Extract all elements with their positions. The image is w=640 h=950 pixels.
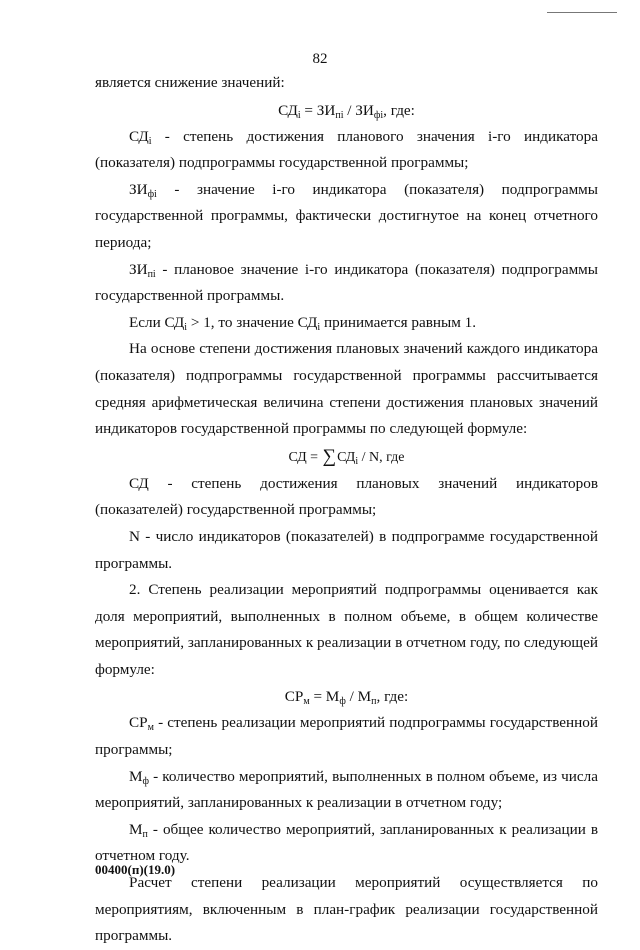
condition-sd-cap: Если $СД_i > 1$, то значение $СД_i$ принимается равным 1. [129,313,477,333]
paragraph-calculation-scope: Расчет степени реализации мероприятий осуществляется по мероприятиям, включенным в план-график реализации государственной программы. [95,874,598,945]
page-number: 82 [312,51,328,67]
formula-average-achievement: СД = $\sum СД_i$ / N, где [288,445,405,467]
definition-zi-pi: $ЗИ_{пi}$ - плановое значение i-го индикатора (показателя) подпрограммы государственной программы. [95,260,598,305]
intro-line: является снижение значений: [95,74,285,91]
document-code: 00400(п)(19.0) [95,862,176,877]
definition-n: N - число индикаторов (показателей) в подпрограмме государственной программы. [95,527,598,572]
definition-m-p: $М_п$ - общее количество мероприятий, запланированных к реализации в отчетном году. [95,820,598,865]
definition-zi-fi: $ЗИ_{фi}$ - значение i-го индикатора (показателя) подпрограммы государственной программы, фактически достигнутое на конец отчетного периода; [95,180,598,251]
definition-m-f: $М_ф$ - количество мероприятий, выполненных в полном объеме, из числа мероприятий, запланированных к реализации в отчетном году; [95,767,598,812]
definition-sd-i: $СД_i$ - степень достижения планового значения i-го индикатора (показателя) подпрограммы государственной программы; [95,127,598,172]
formula-achievement-ratio: $СД_i = ЗИ_{пi} / ЗИ_{фi}$, где: [278,101,415,121]
sum-symbol: ∑ [322,445,337,467]
page-body [95,70,598,950]
definition-sr-m: $СР_м$ - степень реализации мероприятий подпрограммы государственной программы; [95,714,598,759]
formula-measures-ratio: $СР_м = М_ф / М_п$, где: [284,688,409,708]
paragraph-measures-method: 2. Степень реализации мероприятий подпрограммы оценивается как доля мероприятий, выполненных в полном объеме, в общем количестве мероприятий, запланированных к реализации в отчетном году, по следующей формуле: [95,581,598,678]
paragraph-average-method: На основе степени достижения плановых значений каждого индикатора (показателя) подпрограммы государственной программы рассчитывается средняя арифметическая величина степени достижения плановых значений индикаторов государственной программы по следующей формуле: [95,340,598,438]
top-rule [547,12,617,13]
definition-sd: СД - степень достижения плановых значений индикаторов (показателей) государственной программы; [95,474,598,519]
